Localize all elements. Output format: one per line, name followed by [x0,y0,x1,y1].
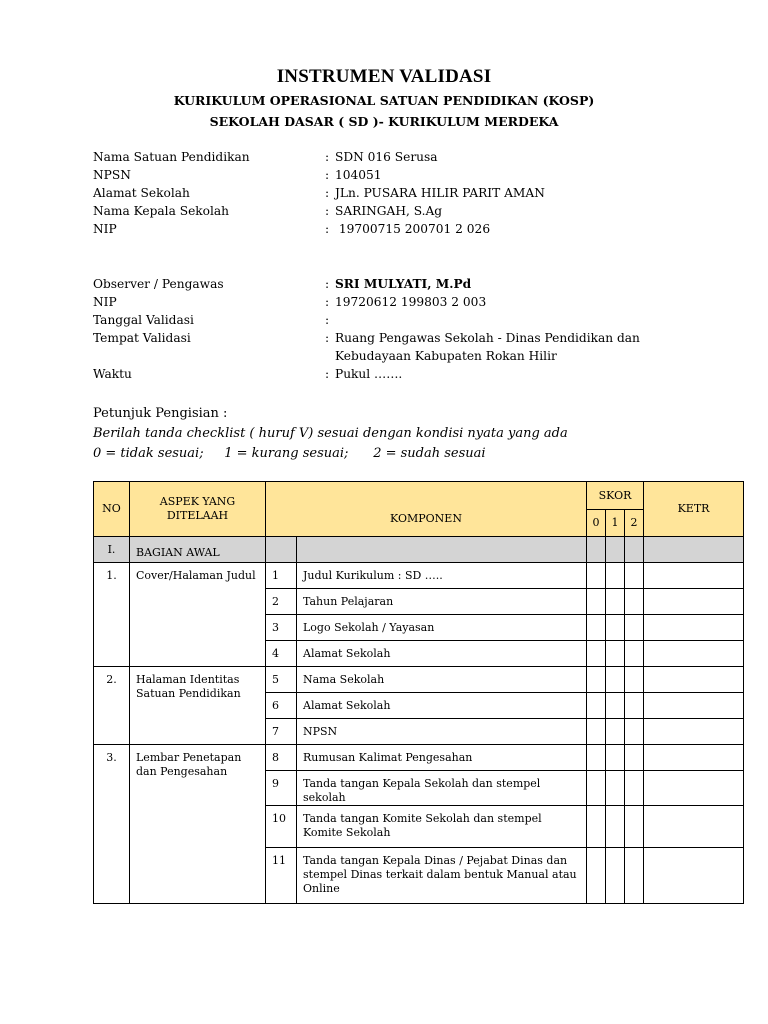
item-komponen: Tanda tangan Kepala Dinas / Pejabat Dinas dan stempel Dinas terkait dalam bentuk Manual atau Online [297,848,587,904]
observer-nip-value: 19720612 199803 2 003 [335,295,487,309]
item-komponen: Judul Kurikulum : SD ….. [297,563,587,589]
validation-date-value [335,311,733,329]
observer-name-value: SRI MULYATI, M.Pd [335,277,472,291]
instructions [93,404,733,464]
colon: : [325,168,330,182]
validation-place-row [93,329,733,365]
score-cell-1[interactable] [606,848,625,904]
score-cell-0[interactable] [587,563,606,589]
principal-row [93,202,733,220]
colon: : [325,186,330,200]
school-address-label: Alamat Sekolah [93,186,190,200]
group-aspek: Halaman Identitas Satuan Pendidikan [130,667,266,745]
colon: : [325,204,330,218]
section-no: I. [94,537,130,563]
validation-date-row [93,311,733,329]
item-number: 8 [266,745,297,771]
group-no: 3. [94,745,130,904]
observer-nip-row [93,293,733,311]
school-address-row [93,184,733,202]
item-komponen: Tahun Pelajaran [297,589,587,615]
score-cell-1[interactable] [606,806,625,848]
document-subtitle-kosp: KURIKULUM OPERASIONAL SATUAN PENDIDIKAN (KOSP) [173,93,595,108]
header-komponen: KOMPONEN [266,482,587,537]
principal-nip-value: 19700715 200701 2 026 [335,222,491,236]
score-cell-1[interactable] [606,563,625,589]
document-subtitle-sd: SEKOLAH DASAR ( SD )- KURIKULUM MERDEKA [209,114,559,129]
score-cell-2[interactable] [625,563,644,589]
colon: : [325,295,330,309]
score-cell-1[interactable] [606,641,625,667]
item-komponen: Alamat Sekolah [297,641,587,667]
score-cell-1[interactable] [606,693,625,719]
npsn-value: 104051 [335,168,382,182]
ketr-cell[interactable] [644,771,744,806]
section-label: BAGIAN AWAL [130,537,266,563]
group-no: 2. [94,667,130,745]
validation-table [93,481,744,904]
document-title: INSTRUMEN VALIDASI [276,66,492,87]
header-ketr: KETR [644,482,744,537]
ketr-cell[interactable] [644,848,744,904]
score-cell-1[interactable] [606,745,625,771]
colon: : [325,277,330,291]
ketr-cell[interactable] [644,641,744,667]
colon: : [325,222,330,236]
item-number: 9 [266,771,297,806]
principal-nip-label: NIP [93,222,117,236]
item-number: 6 [266,693,297,719]
header-no: NO [94,482,130,537]
score-cell-0[interactable] [587,806,606,848]
score-cell-0[interactable] [587,848,606,904]
score-cell-2[interactable] [625,667,644,693]
colon: : [325,313,330,327]
score-cell-0[interactable] [587,719,606,745]
score-cell-1[interactable] [606,771,625,806]
time-label: Waktu [93,367,132,381]
principal-label: Nama Kepala Sekolah [93,204,230,218]
score-cell-2[interactable] [625,806,644,848]
section-skor-0 [587,537,606,563]
ketr-cell[interactable] [644,615,744,641]
colon: : [325,150,330,164]
score-cell-1[interactable] [606,667,625,693]
colon: : [325,331,330,345]
item-number: 7 [266,719,297,745]
npsn-row [93,166,733,184]
ketr-cell[interactable] [644,563,744,589]
score-cell-0[interactable] [587,771,606,806]
colon: : [325,367,330,381]
time-value: Pukul ……. [335,367,403,381]
item-number: 5 [266,667,297,693]
item-komponen: NPSN [297,719,587,745]
section-skor-1 [606,537,625,563]
header-skor-2: 2 [625,510,644,537]
score-cell-2[interactable] [625,589,644,615]
score-cell-1[interactable] [606,719,625,745]
ketr-cell[interactable] [644,667,744,693]
score-cell-2[interactable] [625,693,644,719]
instructions-heading: Petunjuk Pengisian : [93,406,228,421]
item-komponen: Alamat Sekolah [297,693,587,719]
validation-place-label: Tempat Validasi [93,331,191,345]
score-cell-2[interactable] [625,771,644,806]
school-identity [93,148,733,238]
ketr-cell[interactable] [644,745,744,771]
score-cell-2[interactable] [625,719,644,745]
score-cell-2[interactable] [625,641,644,667]
observer-name-row [93,275,733,293]
score-cell-1[interactable] [606,615,625,641]
score-cell-2[interactable] [625,848,644,904]
instructions-scale: 0 = tidak sesuai; 1 = kurang sesuai; 2 = sudah sesuai [93,446,486,461]
school-name-row [93,148,733,166]
npsn-label: NPSN [93,168,131,182]
header-aspek: ASPEK YANG DITELAAH [130,482,266,537]
item-komponen: Logo Sekolah / Yayasan [297,615,587,641]
principal-value: SARINGAH, S.Ag [335,204,443,218]
ketr-cell[interactable] [644,719,744,745]
score-cell-0[interactable] [587,693,606,719]
item-number: 2 [266,589,297,615]
header-skor-0: 0 [587,510,606,537]
table-row [94,745,744,771]
ketr-cell[interactable] [644,693,744,719]
instructions-line-1: Berilah tanda checklist ( huruf V) sesuai dengan kondisi nyata yang ada [93,426,568,441]
header-skor: SKOR [587,482,644,510]
validation-place-value: Ruang Pengawas Sekolah - Dinas Pendidikan dan Kebudayaan Kabupaten Rokan Hilir [335,331,640,363]
group-no: 1. [94,563,130,667]
item-number: 10 [266,806,297,848]
observer-name-label: Observer / Pengawas [93,277,224,291]
item-komponen: Tanda tangan Komite Sekolah dan stempel Komite Sekolah [297,806,587,848]
time-row [93,365,733,383]
score-cell-1[interactable] [606,589,625,615]
validation-date-label: Tanggal Validasi [93,313,194,327]
score-cell-0[interactable] [587,589,606,615]
table-row [94,563,744,589]
group-aspek: Cover/Halaman Judul [130,563,266,667]
score-cell-0[interactable] [587,641,606,667]
item-komponen: Rumusan Kalimat Pengesahan [297,745,587,771]
score-cell-2[interactable] [625,745,644,771]
ketr-cell[interactable] [644,806,744,848]
item-komponen: Tanda tangan Kepala Sekolah dan stempel sekolah [297,771,587,806]
item-number: 4 [266,641,297,667]
score-cell-0[interactable] [587,615,606,641]
school-name-label: Nama Satuan Pendidikan [93,150,250,164]
score-cell-0[interactable] [587,667,606,693]
section-skor-2 [625,537,644,563]
item-number: 3 [266,615,297,641]
header-skor-1: 1 [606,510,625,537]
table-row [94,667,744,693]
section-ketr [644,537,744,563]
item-number: 1 [266,563,297,589]
observer-block [93,275,733,383]
school-name-value: SDN 016 Serusa [335,150,438,164]
section-blank [266,537,297,563]
score-cell-0[interactable] [587,745,606,771]
section-row [94,537,744,563]
principal-nip-row [93,220,733,238]
observer-nip-label: NIP [93,295,117,309]
school-address-value: JLn. PUSARA HILIR PARIT AMAN [335,186,545,200]
score-cell-2[interactable] [625,615,644,641]
section-blank [297,537,587,563]
item-number: 11 [266,848,297,904]
ketr-cell[interactable] [644,589,744,615]
group-aspek: Lembar Penetapan dan Pengesahan [130,745,266,904]
item-komponen: Nama Sekolah [297,667,587,693]
